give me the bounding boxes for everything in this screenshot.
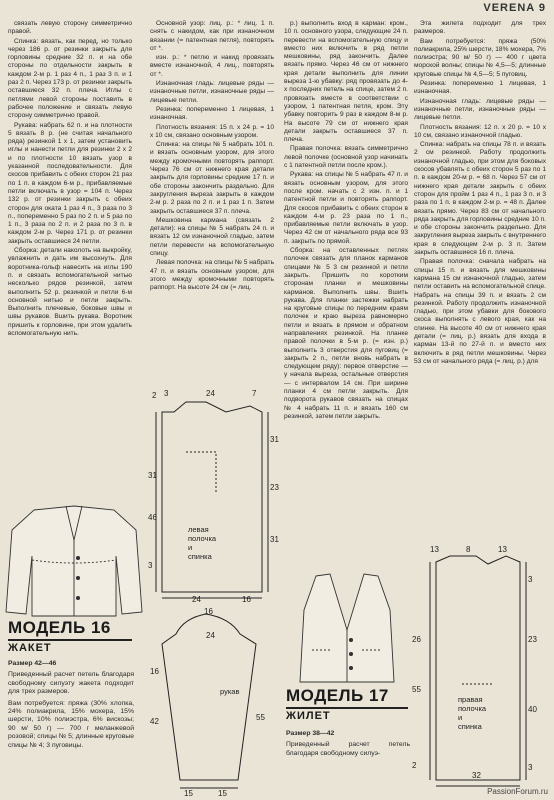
paragraph: Правая полочка: сначала набрать на спицы 15 п. и вязать для мешковины кармана 15 см изнаночной гладью, затем петли оставить на вспомогательной спице. Набрать на спицы 39 п. и вязать 2 см резинкой. Работу продолжить изнаночной гладью, при этом убавки для бокового скоса выполнять с левого края, как на спинке. На высоте 40 см от нижнего края детали (= лиц. р.) вязать для входа в карман 13-й по 27-й п. и вместо них включить в ряд петли мешковины. Через 53 см от начального ряда (= лиц. р.) для <box>414 258 546 365</box>
paragraph: Спинка: вязать, как перед, но только через 186 р. от резинки закрыть для горловины средние 32 п. и на обе стороны по отдельности закрыть в каждом 2-м р. 1 раз 4 п., 1 раз 3 п. и 1 раз 2 п. Через 173 р. от резинки закрыть оставшиеся 32 п. плеча. Иглы с петлями левой стороны поставить в рабочее положение и связать левую сторону симметрично правой. <box>8 37 132 120</box>
svg-text:31: 31 <box>148 471 157 480</box>
svg-text:3: 3 <box>528 575 533 584</box>
model-17-name: ЖИЛЕТ <box>286 710 331 722</box>
svg-text:16: 16 <box>204 607 213 616</box>
model-17-title: МОДЕЛЬ 17 <box>286 686 389 705</box>
svg-text:левая: левая <box>188 525 209 534</box>
svg-text:26: 26 <box>412 635 421 644</box>
materials-text: Вам потребуется: пряжа (30% хлопка, 24% полиакрила, 15% мохера, 15% шерсти, 10% полиэстра, 6% вискозы; 90 м/ 50 г) — 700 г меланжевой розовой; спицы № 5; длинные круговые спицы № 4; 3 пуговицы. <box>8 699 134 749</box>
svg-text:55: 55 <box>256 713 265 722</box>
paragraph: Сборка: детали наколоть на выкройку, увлажнить и дать им высохнуть. Для воротника-гольф навесить на иглы 190 п. и связать вспомогательной нитью несколько рядов резинкой, затем выполнить 52 р. резинкой и петли 6-м основной нитью и петли закрыть. Выполнить плечевые, боковые швы и швы рукавов. Вшить рукава. Воротник пришить к горловине, при этом удалить вспомогательную нить. <box>8 247 132 337</box>
pattern-schematic-sleeve <box>146 604 278 800</box>
jacket-sketch <box>4 500 144 620</box>
svg-text:13: 13 <box>498 545 507 554</box>
paragraph: Изнаночная гладь: лицевые ряды — изнаночные петли, изнаночные ряды — лицевые петли. <box>150 80 274 104</box>
paragraph: Правая полочка: вязать симметрично левой полочке (основной узор начинать с 1 патентной петли после кром.). <box>284 145 408 170</box>
svg-text:40: 40 <box>528 705 537 714</box>
paragraph: Рукава: на спицы № 5 набрать 47 п. и вязать основным узором, для этого после кром. начать с 2 изн. п. и 1 патентной петли и повторять раппорт. Для скосов прибавить с обеих сторон в каждом 4-м р. 23 раза по 1 п., прибавляемые петли включать в узор. Через 42 см от начального ряда все 93 п. закрыть по прямой. <box>284 171 408 245</box>
svg-text:32: 32 <box>472 771 481 780</box>
svg-text:23: 23 <box>270 483 279 492</box>
text-column-3 <box>284 20 408 560</box>
paragraph: Вам потребуется: пряжа (50% полиакрила, 25% шерсти, 18% мохера, 7% полиэстра; 90 м/ 50 г) — 400 г цвета морской волны; спицы № 4,5—5; длинные круговые спицы № 4,5—5; 5 пуговиц. <box>414 37 546 78</box>
pattern-schematic-front-back <box>146 382 278 604</box>
paragraph: Изнаночная гладь: лицевые ряды — изнаночные петли, изнаночные ряды — лицевые петли. <box>414 97 546 122</box>
paragraph: Спинка: на спицы № 5 набрать 101 п. и вязать основным узором, для этого между кромочными повторять раппорт. Через 76 см от нижнего края детали закрыть для горловины средние 17 п. и обе стороны закончить раздельно. Для закругления выреза закрыть в каждом 2-м р. 2 раза по 2 п. и 1 раз 1 п. Затем закрыть оставшиеся 37 п. плеча. <box>150 141 274 215</box>
text-column-2 <box>150 20 274 345</box>
svg-text:46: 46 <box>148 513 157 522</box>
svg-text:15: 15 <box>218 789 227 798</box>
paragraph: Рукава: набрать 62 п. и на плотности 5 вязать 8 р. (не считая начального ряда) резинкой 1 х 1, затем установить иглы и нанести петли для резинки 2 х 2 и по плотности 10 вязать узор в указанной последовательности. Для скосов прибавить с обеих сторон 21 раз по 1 п. в каждом 6-м р., прибавляемые петли включать в узор = 104 п. Через 132 р. от резинки закрыть с обеих сторон для оката 1 раз 4 п., 3 раза по 3 п., попеременно 5 раз по 2 п. и 5 раз по 1 п., 3 раза по 2 п. и 2 раза по 3 п. в каждом 2-м р. Через 171 р. от резинки закрыть оставшиеся 24 петли. <box>8 121 132 245</box>
size-info: Размер 42—46 <box>8 660 57 667</box>
svg-text:8: 8 <box>466 545 471 554</box>
model-17-details <box>286 730 410 798</box>
svg-text:55: 55 <box>412 685 421 694</box>
svg-text:23: 23 <box>528 635 537 644</box>
divider <box>286 707 408 709</box>
model-16-details <box>8 660 134 796</box>
vest-sketch <box>286 570 408 688</box>
text-column-4 <box>414 20 546 390</box>
divider <box>8 639 132 641</box>
paragraph: Спинка: набрать на спицы 78 п. и вязать 2 см резинкой. Работу продолжить изнаночной гладью, при этом для боковых скосов убавлять с обеих сторон 5 раз по 1 п. в каждом 20-м р. = 68 п. Через 57 см от нижнего края детали закрыть с обеих сторон для пройм 1 раз 4 п., 1 раз 3 п. и 3 раза по 1 п. в каждом 2-м р. = 48 п. Далее вязать прямо. Через 83 см от начального ряда закрыть для горловины средние 10 п. и обе стороны закончить раздельно. Для закругления выреза закрыть с внутреннего края в следующем 2-м р. 3 п. Затем закрыть оставшиеся 16 п. плеча. <box>414 141 546 257</box>
paragraph: Плотность вязания: 12 п. х 20 р. = 10 х 10 см, связано изнаночной гладью. <box>414 123 546 139</box>
page-header <box>483 2 546 14</box>
svg-text:31: 31 <box>270 435 279 444</box>
svg-text:3: 3 <box>528 763 533 772</box>
svg-text:и: и <box>188 543 193 552</box>
page-number: 9 <box>538 2 546 14</box>
paragraph: Резинка: попеременно 1 лицевая, 1 изнаночная. <box>150 105 274 122</box>
svg-text:24: 24 <box>206 631 215 640</box>
paragraph: Резинка: попеременно 1 лицевая, 1 изнаночная. <box>414 80 546 96</box>
svg-text:24: 24 <box>206 389 215 398</box>
paragraph: Плотность вязания: 15 п. х 24 р. = 10 х 10 см, связано основным узором. <box>150 123 274 139</box>
svg-text:спинка: спинка <box>458 722 482 731</box>
svg-text:3: 3 <box>164 389 169 398</box>
svg-text:2: 2 <box>412 761 417 770</box>
paragraph: Эта жилета подходит для трех размеров. <box>414 20 546 36</box>
right-front-label <box>458 695 487 731</box>
svg-text:2: 2 <box>152 391 157 400</box>
size-info: Размер 38—42 <box>286 730 335 737</box>
brand-name: VERENA <box>483 2 535 14</box>
svg-text:42: 42 <box>150 717 159 726</box>
front-back-label <box>188 525 217 561</box>
watermark: PassionForum.ru <box>487 787 548 796</box>
model-16-title: МОДЕЛЬ 16 <box>8 618 111 637</box>
paragraph: Мешковина кармана (связать 2 детали): на спицы № 5 набрать 24 п. и вязать 12 см изнаночной гладью, затем петли перевести на вспомогательную спицу. <box>150 216 274 258</box>
paragraph: изн. р.: * петлю и накид провязать вместе изнаночной, 4 лиц., повторять от *. <box>150 54 274 78</box>
paragraph: Основной узор: лиц. р.: * лиц. 1 п. снять с накидом, как при изнаночном вязании (= патентная петля), повторять от *. <box>150 20 274 52</box>
svg-text:и: и <box>458 713 463 722</box>
sleeve-label: рукав <box>220 687 240 696</box>
paragraph: связать левую сторону симметрично правой. <box>8 20 132 36</box>
svg-text:полочка: полочка <box>188 534 217 543</box>
svg-text:16: 16 <box>150 667 159 676</box>
svg-text:полочка: полочка <box>458 704 487 713</box>
paragraph: Сборка: на оставленных петлях полочек связать для планок карманов спицами № 5 3 см резинкой и петли закрыть. Пришить по коротким сторонам планки и мешковины карманов. Выполнить швы. Вшить рукава. Для планки застежки набрать на круговые спицы по передним краям полочек и краю выреза равномерно петли и вязать в прямом и обратном направлениях резинкой. На планке правой полочки в 5-м р. (= изн. р.) выполнить 3 отверстия для пуговиц (= закрыть 2 п., петли вновь набрать в следующем ряду): первое отверстие — у начала выреза, остальные отверстия — с интервалом 14 см. При ширине планки 4 см петли закрыть. Для подворота рукавов связать на спицах № 4 набрать 11 п. и вязать 160 см резинкой, затем петли закрыть. <box>284 247 408 420</box>
svg-text:7: 7 <box>252 389 257 398</box>
svg-text:31: 31 <box>270 535 279 544</box>
paragraph: Левая полочка: на спицы № 5 набрать 47 п. и вязать основным узором, для этого между кромочными повторять раппорт. На высоте 24 см (= лиц. <box>150 259 274 292</box>
intro-text: Приведенный расчет петель благодаря свободному силуэту жакета подходит для трех размеров. <box>8 671 134 696</box>
svg-text:13: 13 <box>430 545 439 554</box>
model-16-name: ЖАКЕТ <box>8 642 52 654</box>
svg-text:15: 15 <box>184 789 193 798</box>
svg-text:3: 3 <box>148 561 153 570</box>
svg-text:спинка: спинка <box>188 552 212 561</box>
svg-text:правая: правая <box>458 695 483 704</box>
pattern-schematic-right-front <box>410 542 550 790</box>
svg-text:24: 24 <box>192 595 201 604</box>
intro-text: Приведенный расчет петель благодаря свободному силуэ- <box>286 741 410 757</box>
paragraph: р.) выполнить вход в карман: кром., 10 п. основного узора, следующие 24 п. перевести на вспомогательную спицу и вместо них включить в ряд петли мешковины, ряд закончить. Далее вязать прямо. Через 46 см от нижнего края детали выполнить для линии выреза 1-ю убавку: ряд провязать до 4-х последних петель на спице, затем 2 п. провязать вместе в соответствии с узором, 1 патентная петля, кром. Эту убавку повторить 9 раз в каждом 8-м р. На высоте 79 см от нижнего края детали закрыть оставшиеся 37 п. плеча. <box>284 20 408 144</box>
text-column-1 <box>8 20 132 495</box>
svg-text:16: 16 <box>242 595 251 604</box>
